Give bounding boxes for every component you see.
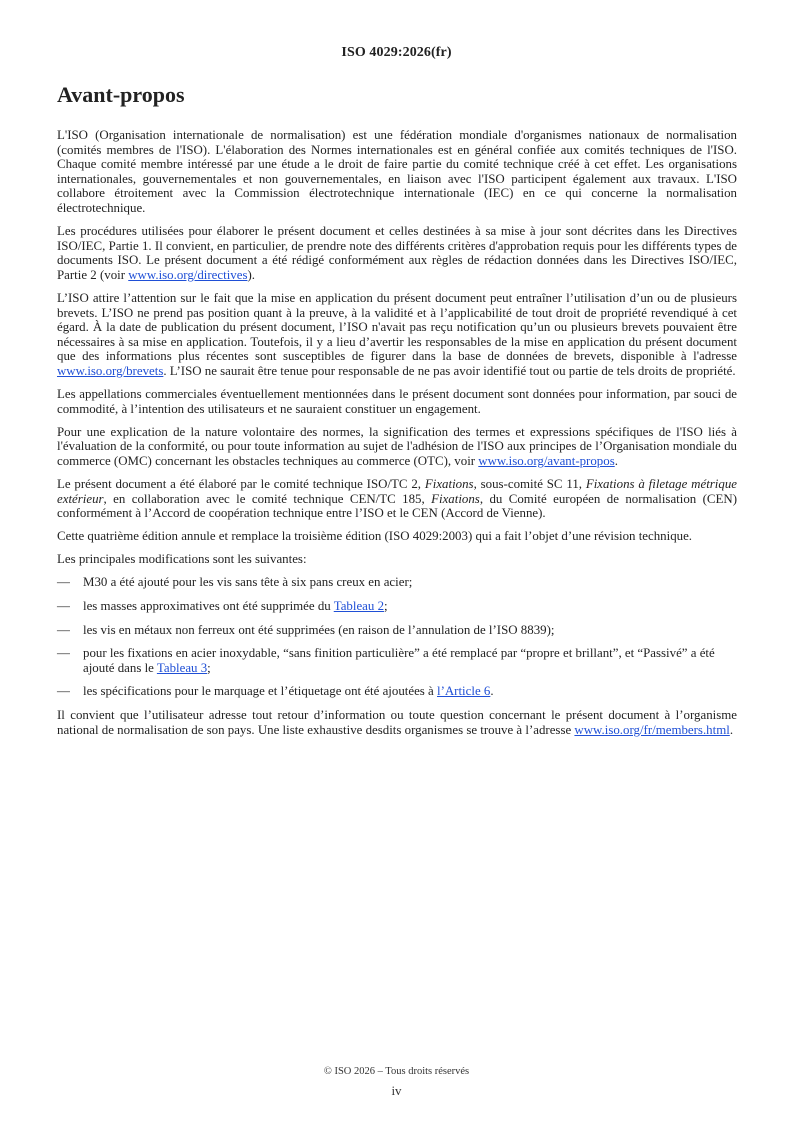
- list-item-text-end: ;: [384, 599, 388, 614]
- list-item-text-end: .: [490, 684, 494, 699]
- page-number: iv: [391, 1083, 402, 1098]
- paragraph-iso-intro: L'ISO (Organisation internationale de normalisation) est une fédération mondiale d'organismes nationaux de normalisation (comités membres de l'ISO). L'élaboration des Normes internationales est en général confiée aux comités techniques de l'ISO. Chaque comité membre intéressé par une étude a le droit de faire partie du comité technique créé à cet effet. Les organisations internationales, gouvernementales et non gouvernementales, en liaison avec l'ISO participent également aux travaux. L'ISO collabore étroitement avec la Commission électrotechnique internationale (IEC) en ce qui concerne la normalisation électrotechnique.: [57, 128, 737, 215]
- paragraph-trade-names: Les appellations commerciales éventuellement mentionnées dans le présent document sont données pour information, par souci de commodité, à l’intention des utilisateurs et ne sauraient constituer un engagement.: [57, 387, 737, 416]
- paragraph-procedures: [57, 224, 737, 282]
- paragraph-text: Pour une explication de la nature volontaire des normes, la signification des termes et expressions spécifiques de l'ISO liés à l'évaluation de la conformité, ou pour toute information au sujet de l'adhésion de l'ISO aux principes de l’Organisation mondiale du commerce (OMC) concernant les obstacles techniques au commerce (OTC), voir: [57, 424, 737, 468]
- link-avant-propos[interactable]: www.iso.org/avant-propos: [478, 453, 615, 468]
- paragraph-text: Il convient que l’utilisateur adresse tout retour d’information ou toute question concernant le présent document à l’organisme national de normalisation de son pays. Une liste exhaustive desdits organismes se trouve à l’adresse: [57, 708, 737, 737]
- paragraph-committee: [57, 477, 737, 521]
- subcommittee-title: Fixations à filetage métrique extérieur: [57, 476, 737, 506]
- document-header: ISO 4029:2026(fr): [341, 45, 452, 60]
- list-item-text: pour les fixations en acier inoxydable, “sans finition particulière” a été remplacé par “propre et brillant”, et “Passivé” a été ajouté dans le: [83, 646, 715, 675]
- paragraph-text: , en collaboration avec le comité technique CEN/TC 185,: [103, 491, 432, 506]
- paragraph-voluntary-nature: [57, 425, 737, 469]
- paragraph-text-end: . L’ISO ne saurait être tenue pour responsable de ne pas avoir identifié tout ou partie de tels droits de propriété.: [163, 363, 736, 378]
- list-item-text-end: ;: [207, 660, 211, 675]
- list-item-text: les vis en métaux non ferreux ont été supprimées (en raison de l’annulation de l’ISO 8839);: [83, 622, 555, 637]
- link-tableau-2[interactable]: Tableau 2: [333, 599, 385, 614]
- paragraph-text: , sous-comité SC 11,: [473, 476, 586, 491]
- list-item: [57, 684, 737, 699]
- paragraph-text: Le présent document a été élaboré par le comité technique ISO/TC 2,: [57, 476, 425, 491]
- list-item: [57, 623, 737, 638]
- copyright-footer: © ISO 2026 – Tous droits réservés: [323, 1066, 470, 1077]
- link-article-6[interactable]: l’Article 6: [437, 684, 491, 699]
- paragraph-text-end: .: [614, 453, 618, 468]
- paragraph-text: , du Comité européen de normalisation (CEN) conformément à l’Accord de coopération technique entre l’ISO et le CEN (Accord de Vienne).: [57, 491, 737, 521]
- committee-title: Fixations: [424, 476, 474, 491]
- changes-list: [57, 575, 737, 699]
- page-title: Avant-propos: [57, 82, 185, 107]
- em-dash-bullet: —: [57, 684, 70, 699]
- em-dash-bullet: —: [57, 646, 70, 661]
- list-item-text: les spécifications pour le marquage et l’étiquetage ont été ajoutées à: [83, 684, 437, 699]
- list-item: [57, 599, 737, 614]
- list-item-text: les masses approximatives ont été supprimée du: [83, 599, 334, 614]
- link-tableau-3[interactable]: Tableau 3: [156, 660, 208, 675]
- em-dash-bullet: —: [57, 599, 70, 614]
- paragraph-text-end: ).: [247, 267, 255, 282]
- cen-committee-title: Fixations: [431, 491, 480, 506]
- paragraph-edition: Cette quatrième édition annule et remplace la troisième édition (ISO 4029:2003) qui a fait l’objet d’une révision technique.: [57, 529, 693, 544]
- link-members[interactable]: www.iso.org/fr/members.html: [574, 722, 730, 737]
- em-dash-bullet: —: [57, 575, 70, 590]
- paragraph-text: L’ISO attire l’attention sur le fait que la mise en application du présent document peut entraîner l’utilisation d’un ou de plusieurs brevets. L’ISO ne prend pas position quant à la preuve, à la validité et à l’applicabilité de tout droit de propriété revendiqué à cet égard. À la date de publication du présent document, l’ISO n'avait pas reçu notification qu’un ou plusieurs brevets pouvaient être nécessaires à sa mise en application. Toutefois, il y a lieu d’avertir les responsables de la mise en application du présent document que des informations plus récentes sont susceptibles de figurer dans la base de données de brevets, disponible à l'adresse: [57, 290, 737, 364]
- list-item: [57, 575, 737, 590]
- paragraph-patents: [57, 291, 737, 379]
- link-brevets[interactable]: www.iso.org/brevets: [57, 363, 164, 378]
- link-directives[interactable]: www.iso.org/directives: [128, 267, 248, 282]
- list-item: [57, 646, 737, 675]
- paragraph-text: Les procédures utilisées pour élaborer le présent document et celles destinées à sa mise à jour sont décrites dans les Directives ISO/IEC, Partie 1. Il convient, en particulier, de prendre note des différents critères d'approbation requis pour les différents types de documents ISO. Le présent document a été rédigé conformément aux règles de rédaction données dans les Directives ISO/IEC, Partie 2 (voir: [57, 224, 737, 282]
- paragraph-changes-intro: Les principales modifications sont les suivantes:: [57, 552, 307, 567]
- list-item-text: M30 a été ajouté pour les vis sans tête à six pans creux en acier;: [83, 575, 413, 590]
- paragraph-text-end: .: [729, 722, 734, 737]
- paragraph-feedback: [57, 708, 737, 737]
- em-dash-bullet: —: [57, 622, 70, 637]
- foreword-body: [57, 128, 737, 746]
